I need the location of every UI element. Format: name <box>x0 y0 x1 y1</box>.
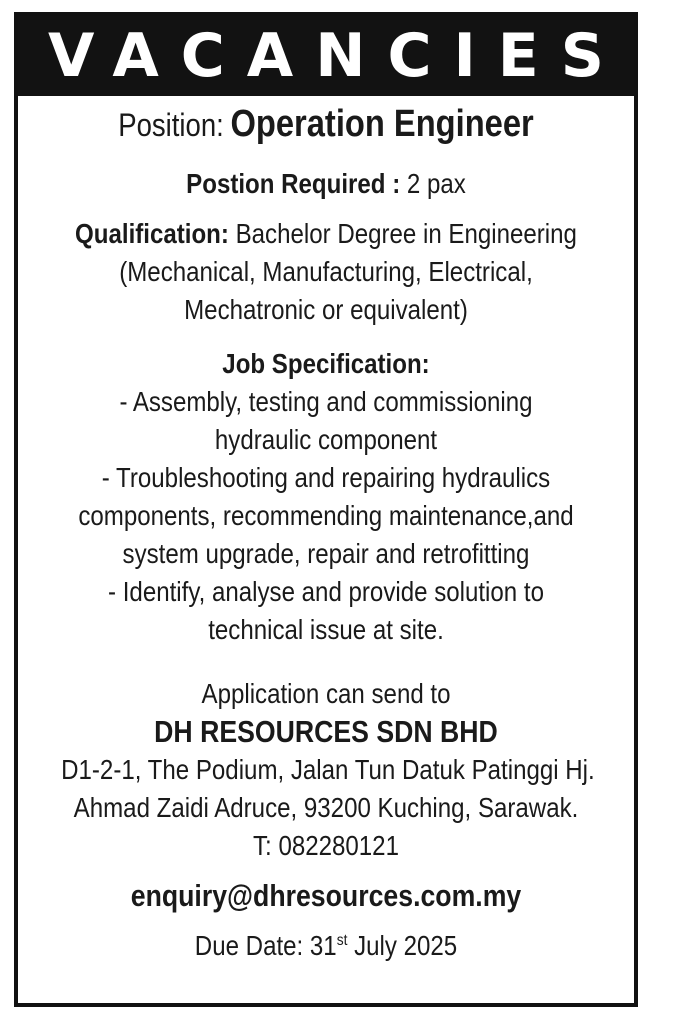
email-address: enquiry@dhresources.com.my <box>130 878 522 913</box>
qualification-label: Qualification: <box>75 218 229 249</box>
required-line <box>61 165 591 203</box>
ad-body <box>18 98 634 965</box>
phone-number: T: 082280121 <box>253 830 399 861</box>
qualification-line-3: Mechatronic or equivalent) <box>184 294 468 325</box>
qualification-line <box>61 215 591 253</box>
job-spec-heading: Job Specification: <box>222 348 430 379</box>
due-date-rest: July 2025 <box>347 930 458 961</box>
due-date-ordinal: st <box>336 932 348 949</box>
job-spec-line-2: hydraulic component <box>214 424 438 455</box>
required-label: Postion Required : <box>186 168 401 199</box>
job-spec-line-3: - Troubleshooting and repairing hydraulics <box>101 462 551 493</box>
due-date <box>61 927 591 965</box>
qualification-line-2: (Mechanical, Manufacturing, Electrical, <box>119 256 533 287</box>
job-spec-line-6: - Identify, analyse and provide solution to <box>108 576 544 607</box>
address-line-1: D1-2-1, The Podium, Jalan Tun Datuk Patinggi Hj. <box>61 754 595 785</box>
job-spec-line-1: - Assembly, testing and commissioning <box>119 386 533 417</box>
position-label: Position: <box>118 107 224 143</box>
banner-title: VACANCIES <box>47 21 627 91</box>
job-spec-line-4: components, recommending maintenance,and <box>78 500 574 531</box>
company-name: DH RESOURCES SDN BHD <box>154 714 498 749</box>
position-line <box>61 98 591 153</box>
qualification-line-1: Bachelor Degree in Engineering <box>235 218 577 249</box>
job-spec-line-7: technical issue at site. <box>208 614 444 645</box>
position-title: Operation Engineer <box>230 103 534 145</box>
application-intro: Application can send to <box>201 678 451 709</box>
job-spec-line-5: system upgrade, repair and retrofitting <box>122 538 530 569</box>
required-value: 2 pax <box>406 168 466 199</box>
due-date-prefix: Due Date: 31 <box>194 930 337 961</box>
vacancy-ad <box>14 12 638 1007</box>
address-line-2: Ahmad Zaidi Adruce, 93200 Kuching, Sarawak. <box>73 792 579 823</box>
vacancies-banner <box>18 16 634 96</box>
